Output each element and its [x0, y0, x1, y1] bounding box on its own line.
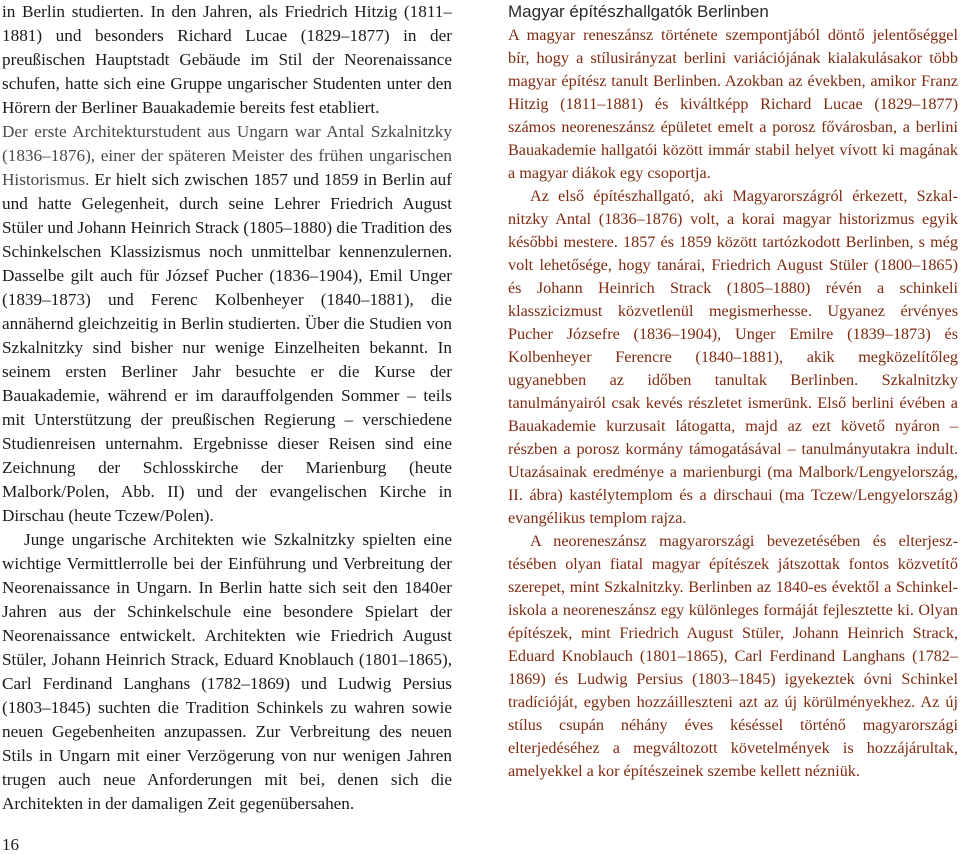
- german-paragraph-3-text: Junge ungarische Architekten wie Szkalnitzky spielten eine wichtige Vermittlerrolle bei der Einführung und Verbreitung der Neorenaissance in Ungarn. In Berlin hatte sich seit den 1840er Jahren aus der Schinkelschule eine besondere Spielart der Neorenaissance entwickelt. Architekten wie Friedrich August Stüler, Johann Heinrich Strack, Eduard Knoblauch (1801–1865), Carl Ferdinand Langhans (1782–1869) und Ludwig Persius (1803–1845) suchten die Tradition Schinkels zu wahren sowie neuen Gegebenheiten anzupassen. Zur Verbreitung des neuen Stils in Ungarn mit einer Verzögerung von nur wenigen Jahren trugen auch neue Anforderungen mit bei, denen sich die Architekten in der damaligen Zeit gegenübersahen.: [2, 530, 452, 813]
- hungarian-paragraph-2: Az első építészhallgató, aki Magyarországról érkezett, Szkalnitzky Antal (1836–1876) volt, a korai magyar historizmus egyik későbbi mestere. 1857 és 1859 között tartózkodott Berlinben, s még volt lehetősége, hogy tanárai, Friedrich August Stüler (1800–1865) és Johann Heinrich Strack (1805–1880) révén a schinkeli klasszicizmust közvetlenül megismerhesse. Ugyanez érvényes Pucher Józsefre (1836–1904), Unger Emilre (1839–1873) és Kolbenheyer Ferencre (1840–1881), akik megközelítőleg ugyanebben az időben tanultak Berlinben. Szkalnitzky tanulmányairól csak kevés részletet ismerünk. Első berlini évében a Bauakademie kurzusait látogatta, majd az ezt követő nyáron – részben a porosz kormány támogatásával – tanulmányutakra indult. Utazásainak eredménye a marienburgi (ma Malbork/Lengyelország, II. ábra) kastélytemplom és a dirschaui (ma Tczew/Lengyelország) evangélikus templom rajza.: [508, 187, 958, 527]
- german-paragraph-1-text: in Berlin studierten. In den Jahren, als Friedrich Hitzig (1811–1881) und besonders Richard Lucae (1829–1877) in der preußischen Hauptstadt Gebäude im Stil der Neorenaissance schufen, hatte sich eine Gruppe ungarischer Studenten unter den Hörern der Berliner Bauakademie bereits fest etabliert.: [2, 2, 452, 117]
- german-paragraph-3: [2, 528, 452, 816]
- german-paragraph-2: [2, 120, 452, 528]
- page-number: 16: [2, 835, 19, 854]
- german-text-column: [2, 0, 452, 816]
- german-paragraph-2-lead: Der erste Architekturstudent aus Ungarn war Antal Szkalnitzky (1836–1876), einer der späteren Meister des frühen ungarischen Historismus.: [2, 122, 452, 189]
- german-paragraph-1: [2, 0, 452, 120]
- hungarian-paragraph-1: A magyar reneszánsz története szempontjából döntő jelentőséggel bír, hogy a stílusirányzat berlini variációjának kialakulásakor több magyar építész tanult Berlinben. Azokban az években, amikor Franz Hitzig (1811–1881) és kiváltképp Richard Lucae (1829–1877) számos neoreneszánsz épületet emelt a porosz fővárosban, a berlini Bauakademie hallgatói között immár stabil helyet vívott ki magának a magyar diákok egy csoportja.: [508, 26, 958, 182]
- hungarian-text-column: [508, 0, 958, 783]
- section-heading: Magyar építészhallgatók Berlinben: [508, 2, 769, 21]
- hungarian-paragraph-3: A neoreneszánsz magyarországi bevezetésében és elterjesztésében olyan fiatal magyar építészek játszottak fontos közvetítő szerepet, mint Szkalnitzky. Berlinben az 1840-es évektől a Schinkel-iskola a neoreneszánsz egy különleges formáját fejlesztette ki. Olyan építészek, mint Friedrich August Stüler, Johann Heinrich Strack, Eduard Knoblauch (1801–1865), Carl Ferdinand Langhans (1782–1869) és Ludwig Persius (1803–1845) igyekeztek óvni Schinkel tradícióját, egyben hozzáilleszteni azt az új körülményekhez. Az új stílus csupán néhány éves késéssel történő magyarországi elterjedéséhez a megváltozott követelmények is hozzájárultak, amelyekkel a kor építészeinek szembe kellett nézniük.: [508, 532, 958, 780]
- german-paragraph-2-text: Er hielt sich zwischen 1857 und 1859 in Berlin auf und hatte Gelegenheit, durch seine Lehrer Friedrich August Stüler und Johann Heinrich Strack (1805–1880) die Tradition des Schinkelschen Klassizismus noch unmittelbar kennenzulernen. Dasselbe gilt auch für József Pucher (1836–1904), Emil Unger (1839–1873) und Ferenc Kolbenheyer (1840–1881), die annähernd gleichzeitig in Berlin studierten. Über die Studien von Szkalnitzky sind bisher nur wenige Einzelheiten bekannt. In seinem ersten Berliner Jahr besuchte er die Kurse der Bauakademie, während er im darauffolgenden Sommer – teils mit Unterstützung der preußischen Regierung – verschiedene Studienreisen unternahm. Ergebnisse dieser Reisen sind eine Zeichnung der Schlosskirche der Marienburg (heute Malbork/Polen, Abb. II) und der evangelischen Kirche in Dirschau (heute Tczew/Polen).: [2, 170, 452, 525]
